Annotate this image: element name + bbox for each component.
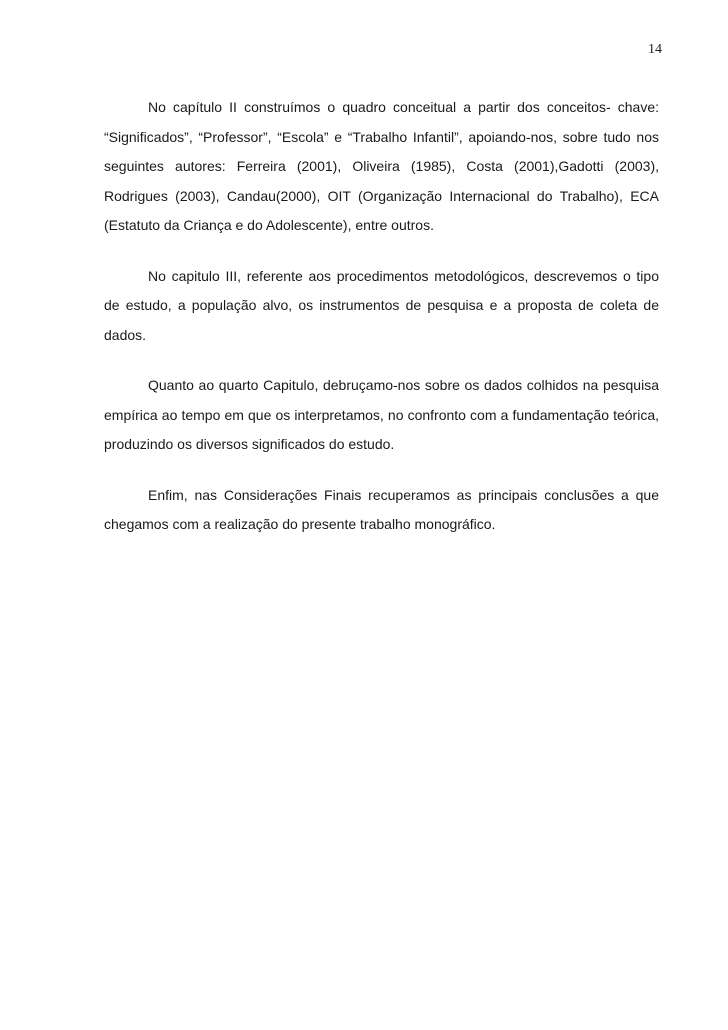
page-number: 14 (648, 42, 662, 57)
paragraph-chapter-four: Quanto ao quarto Capitulo, debruçamo-nos sobre os dados colhidos na pesquisa empírica ao tempo em que os interpretamos, no confronto com a fundamentação teórica, produzindo os diversos significados do estudo. (104, 377, 659, 452)
paragraph-chapter-three: No capitulo III, referente aos procedimentos metodológicos, descrevemos o tipo de estudo, a população alvo, os instrumentos de pesquisa e a proposta de coleta de dados. (104, 267, 659, 343)
body-text (104, 93, 659, 561)
paragraph-chapter-two: No capítulo II construímos o quadro conceitual a partir dos conceitos- chave: “Significados”, “Professor”, “Escola” e “Trabalho Infantil”, apoiando-nos, sobre tudo nos seguintes autores: Ferreira (2001), Oliveira (1985), Costa (2001),Gadotti (2003), Rodrigues (2003), Candau(2000), OIT (Organização Internacional do Trabalho), ECA (Estatuto da Criança e do Adolescente), entre outros. (104, 99, 659, 233)
paragraph-final-considerations: Enfim, nas Considerações Finais recuperamos as principais conclusões a que chegamos com a realização do presente trabalho monográfico. (104, 486, 659, 532)
